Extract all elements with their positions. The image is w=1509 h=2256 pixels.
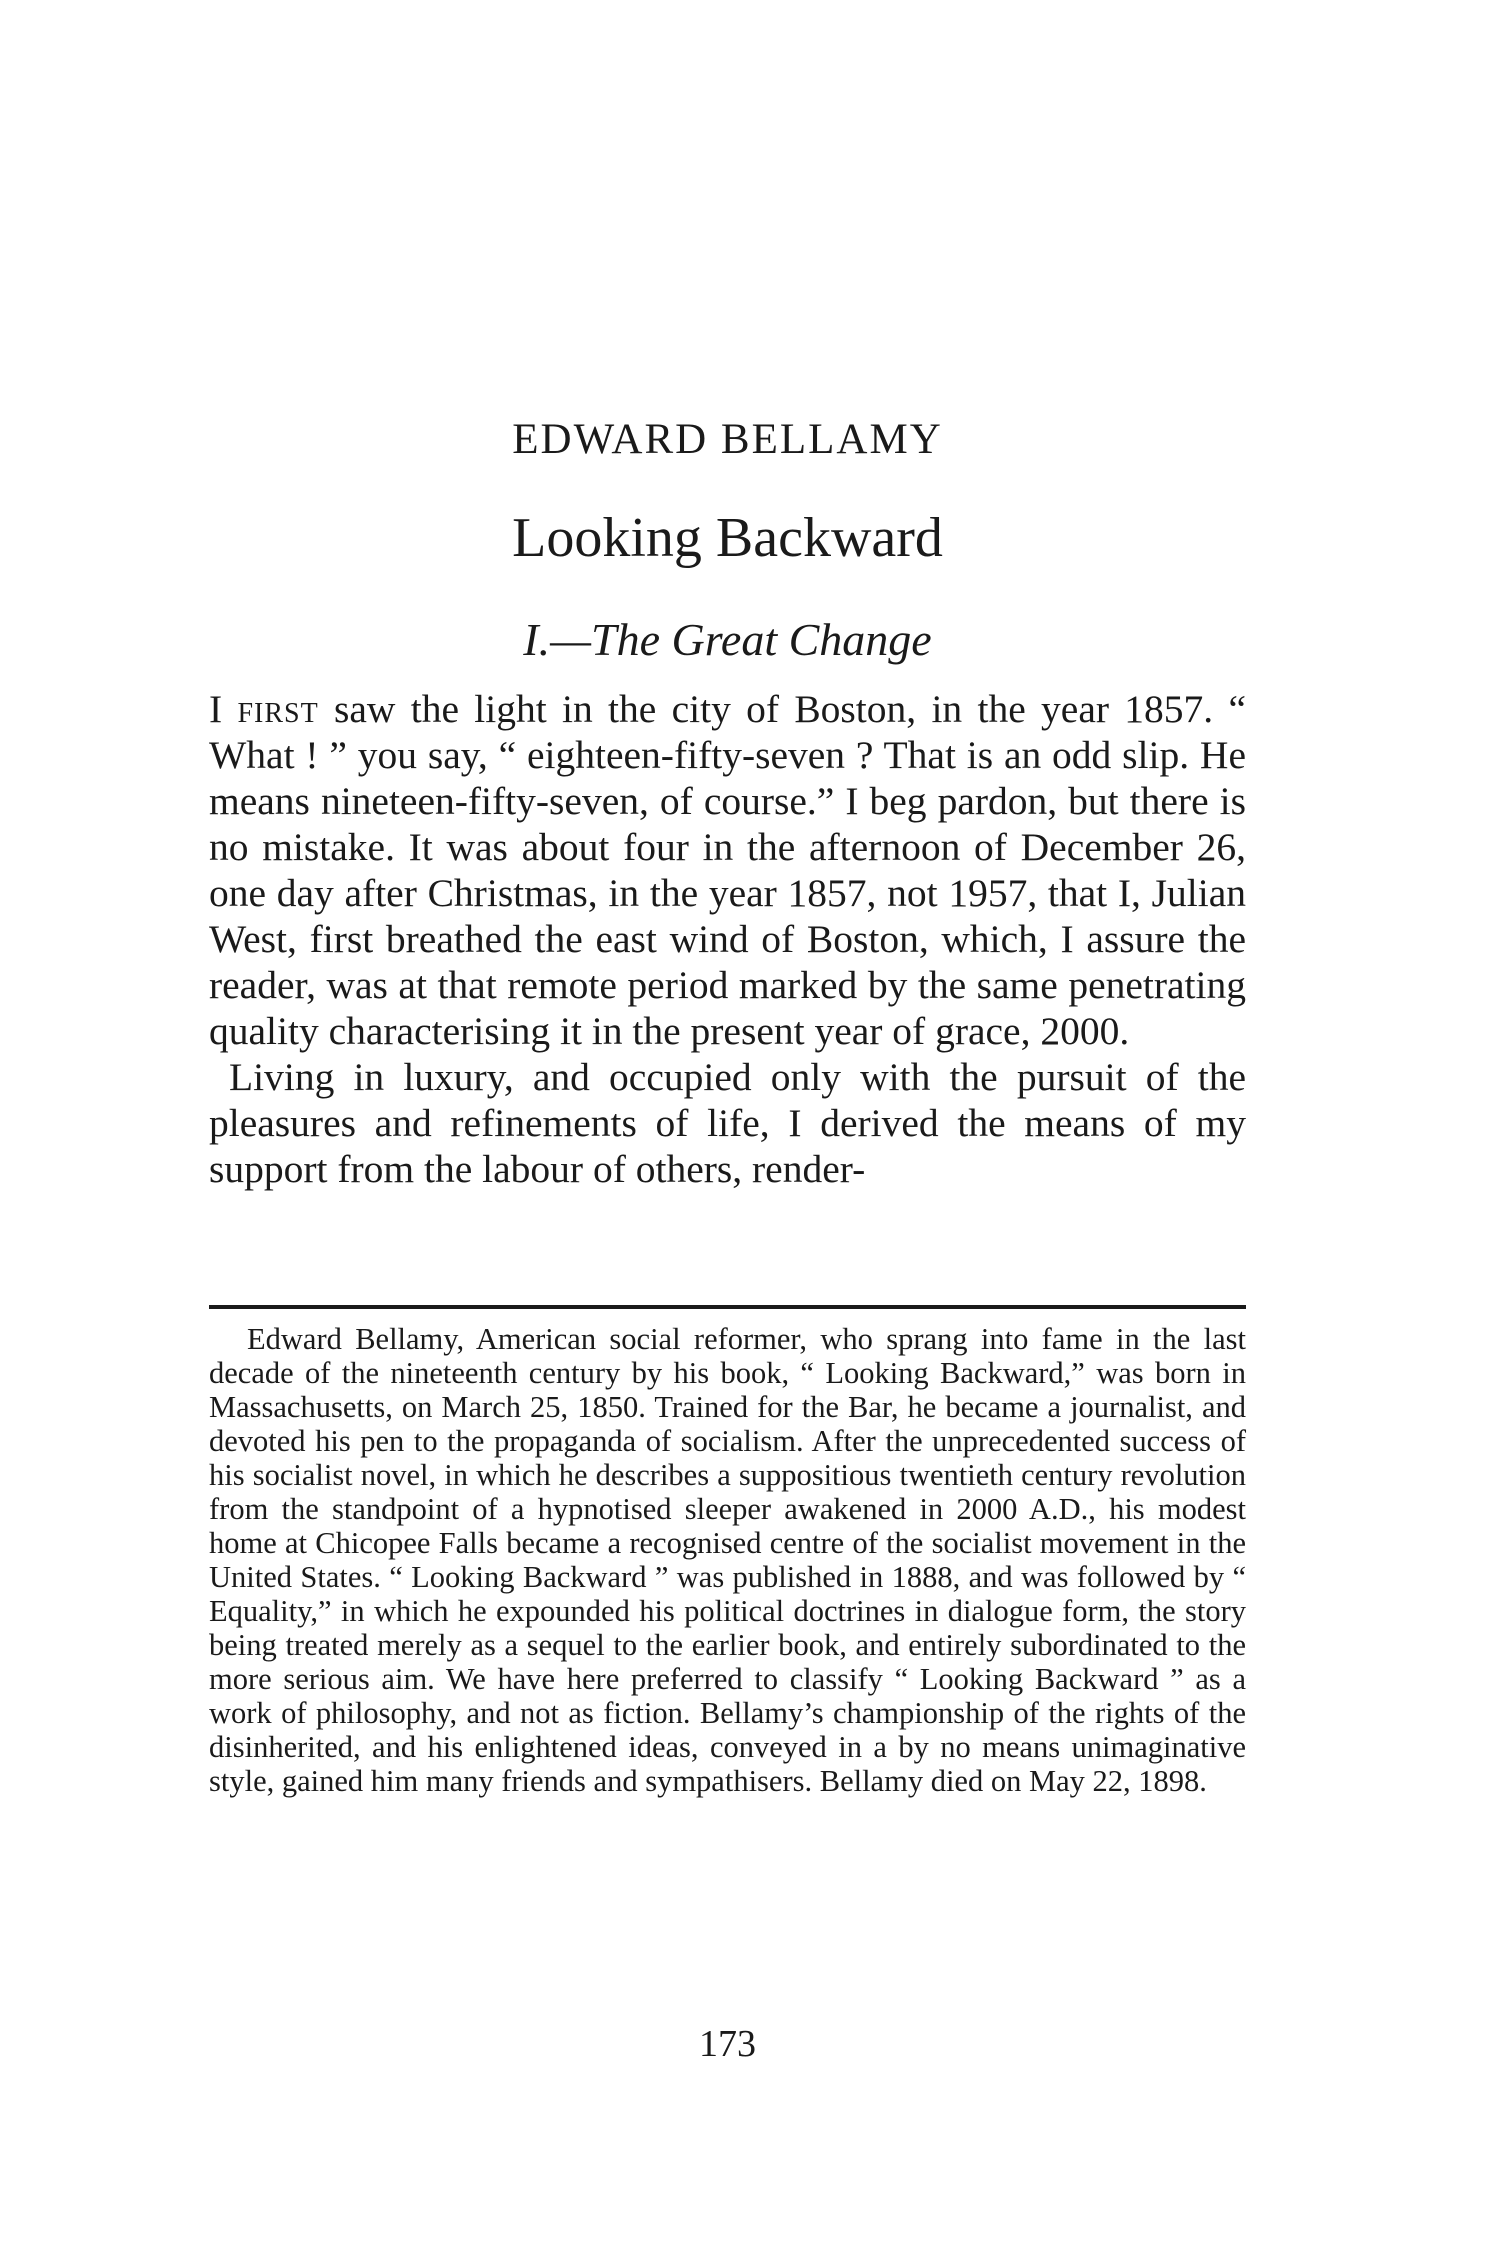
paragraph-1 [209, 686, 1246, 1054]
footnote [209, 1322, 1246, 1798]
page-number: 173 [699, 2023, 756, 2065]
footnote-divider [209, 1305, 1246, 1309]
paragraph-2: Living in luxury, and occupied only with the pursuit of the pleasures and refinements of life, I derived the means of my support from the labour of others, render- [209, 1055, 1246, 1191]
footnote-text: Edward Bellamy, American social reformer, who sprang into fame in the last decade of the nineteenth century by his book, “ Looking Backward,” was born in Massachusetts, on March 25, 1850. Trained for the Bar, he became a journalist, and devoted his pen to the propaganda of socialism. After the unprecedented success of his socialist novel, in which he describes a suppositious twentieth century revolution from the standpoint of a hypnotised sleeper awakened in 2000 A.D., his modest home at Chicopee Falls became a recognised centre of the socialist movement in the United States. “ Looking Backward ” was published in 1888, and was followed by “ Equality,” in which he expounded his political doctrines in dialogue form, the story being treated merely as a sequel to the earlier book, and entirely subordinated to the more serious aim. We have here preferred to classify “ Looking Backward ” as a work of philosophy, and not as fiction. Bellamy’s championship of the rights of the disinherited, and his enlightened ideas, conveyed in a by no means unimaginative style, gained him many friends and sympathisers. Bellamy died on May 22, 1898. [209, 1322, 1246, 1798]
chapter-heading: I.—The Great Change [523, 614, 932, 665]
paragraph-1-lead-caps: first [237, 687, 319, 731]
book-page [209, 0, 1246, 2256]
book-title: Looking Backward [512, 507, 943, 569]
paragraph-1-text: saw the light in the city of Boston, in the year 1857. “ What ! ” you say, “ eighteen-fifty-seven ? That is an odd slip. He means nineteen-fifty-seven, of course.” I beg pardon, but there is no mistake. It was about four in the afternoon of December 26, one day after Christmas, in the year 1857, not 1957, that I, Julian West, first breathed the east wind of Boston, which, I assure the reader, was at that remote period marked by the same penetrating quality characterising it in the present year of grace, 2000. [209, 687, 1247, 1053]
author-heading: EDWARD BELLAMY [512, 416, 943, 463]
paragraph-1-lead: I [209, 687, 223, 731]
body-text [209, 686, 1246, 1192]
